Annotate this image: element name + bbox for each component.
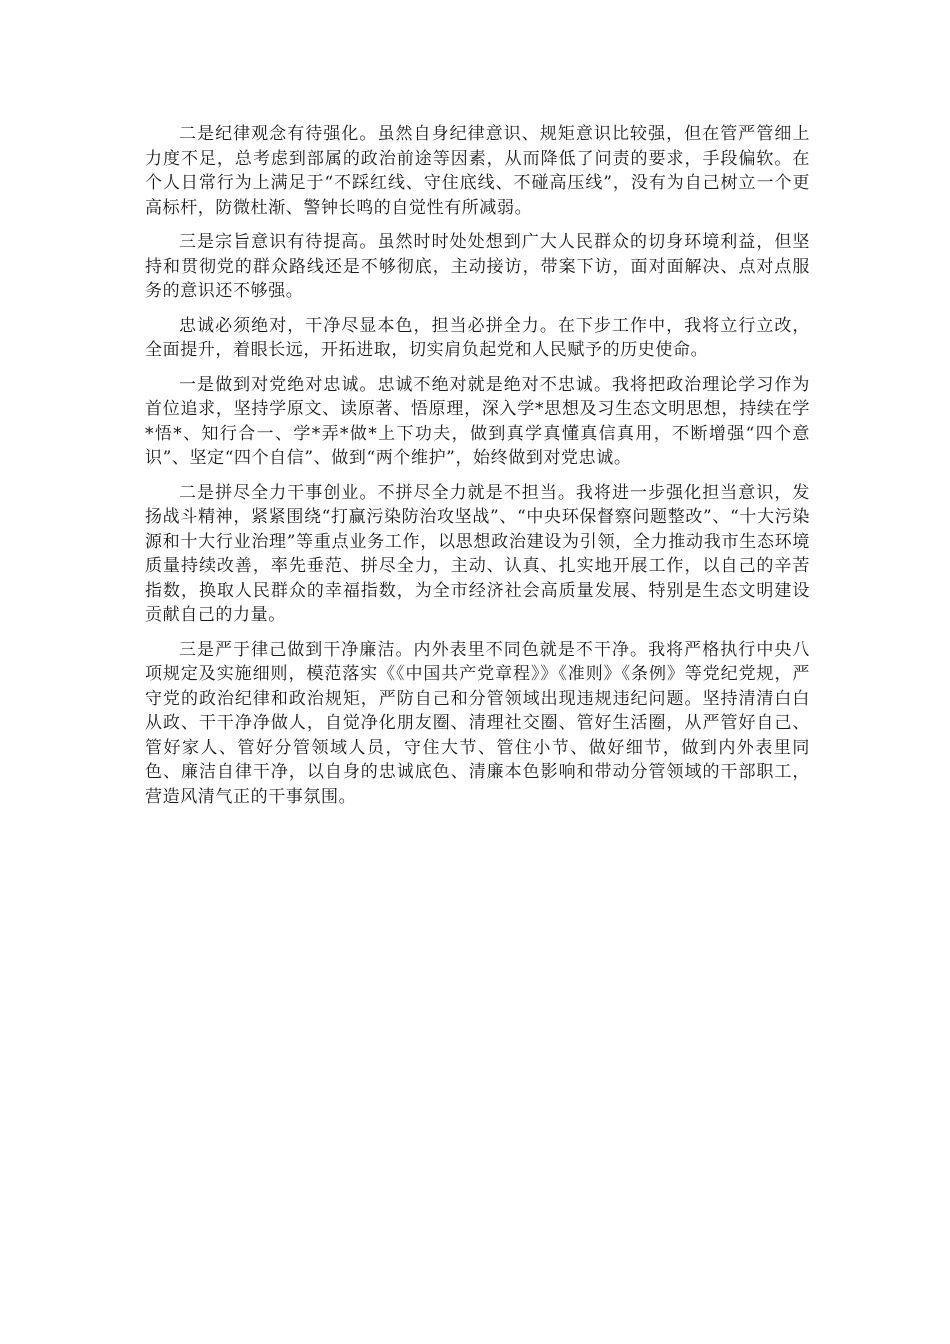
document-page — [145, 122, 810, 819]
paragraph-discipline: 二是纪律观念有待强化。虽然自身纪律意识、规矩意识比较强，但在管严管细上力度不足，总考虑到部属的政治前途等因素，从而降低了问责的要求，手段偏软。在个人日常行为上满足于“不踩红线、守住底线、不碰高压线”，没有为自己树立一个更高标杆，防微杜渐、警钟长鸣的自觉性有所减弱。 — [145, 124, 810, 218]
paragraph-purpose: 三是宗旨意识有待提高。虽然时时处处想到广大人民群众的切身环境利益，但坚持和贯彻党的群众路线还是不够彻底，主动接访，带案下访，面对面解决、点对点服务的意识还不够强。 — [145, 232, 810, 301]
paragraph-loyalty-summary: 忠诚必须绝对，干净尽显本色，担当必拼全力。在下步工作中，我将立行立改，全面提升，着眼长远，开拓进取，切实肩负起党和人民赋予的历史使命。 — [145, 315, 810, 360]
paragraph-clean-integrity: 三是严于律己做到干净廉洁。内外表里不同色就是不干净。我将严格执行中央八项规定及实施细则，模范落实《《中国共产党章程》》《准则》《条例》等党纪党规，严守党的政治纪律和政治规矩，严防自己和分管领域出现违规违纪问题。坚持清清白白从政、干干净净做人，自觉净化朋友圈、清理社交圈、管好生活圈，从严管好自己、管好家人、管好分管领域人员，守住大节、管住小节、做好细节，做到内外表里同色、廉洁自律干净，以自身的忠诚底色、清廉本色影响和带动分管领域的干部职工，营造风清气正的干事氛围。 — [145, 639, 810, 807]
paragraph-loyal-to-party: 一是做到对党绝对忠诚。忠诚不绝对就是绝对不忠诚。我将把政治理论学习作为首位追求，坚持学原文、读原著、悟原理，深入学*思想及习生态文明思想，持续在学*悟*、知行合一、学*弄*做*上下功夫，做到真学真懂真信真用，不断增强“四个意识”、坚定“四个自信”、做到“两个维护”，始终做到对党忠诚。 — [145, 374, 810, 468]
paragraph-full-effort: 二是拼尽全力干事创业。不拼尽全力就是不担当。我将进一步强化担当意识，发扬战斗精神，紧紧围绕“打赢污染防治攻坚战”、“中央环保督察问题整改”、“十大污染源和十大行业治理”等重点业务工作，以思想政治建设为引领，全力推动我市生态环境质量持续改善，率先垂范、拼尽全力，主动、认真、扎实地开展工作，以自己的辛苦指数，换取人民群众的幸福指数，为全市经济社会高质量发展、特别是生态文明建设贡献自己的力量。 — [145, 482, 810, 625]
